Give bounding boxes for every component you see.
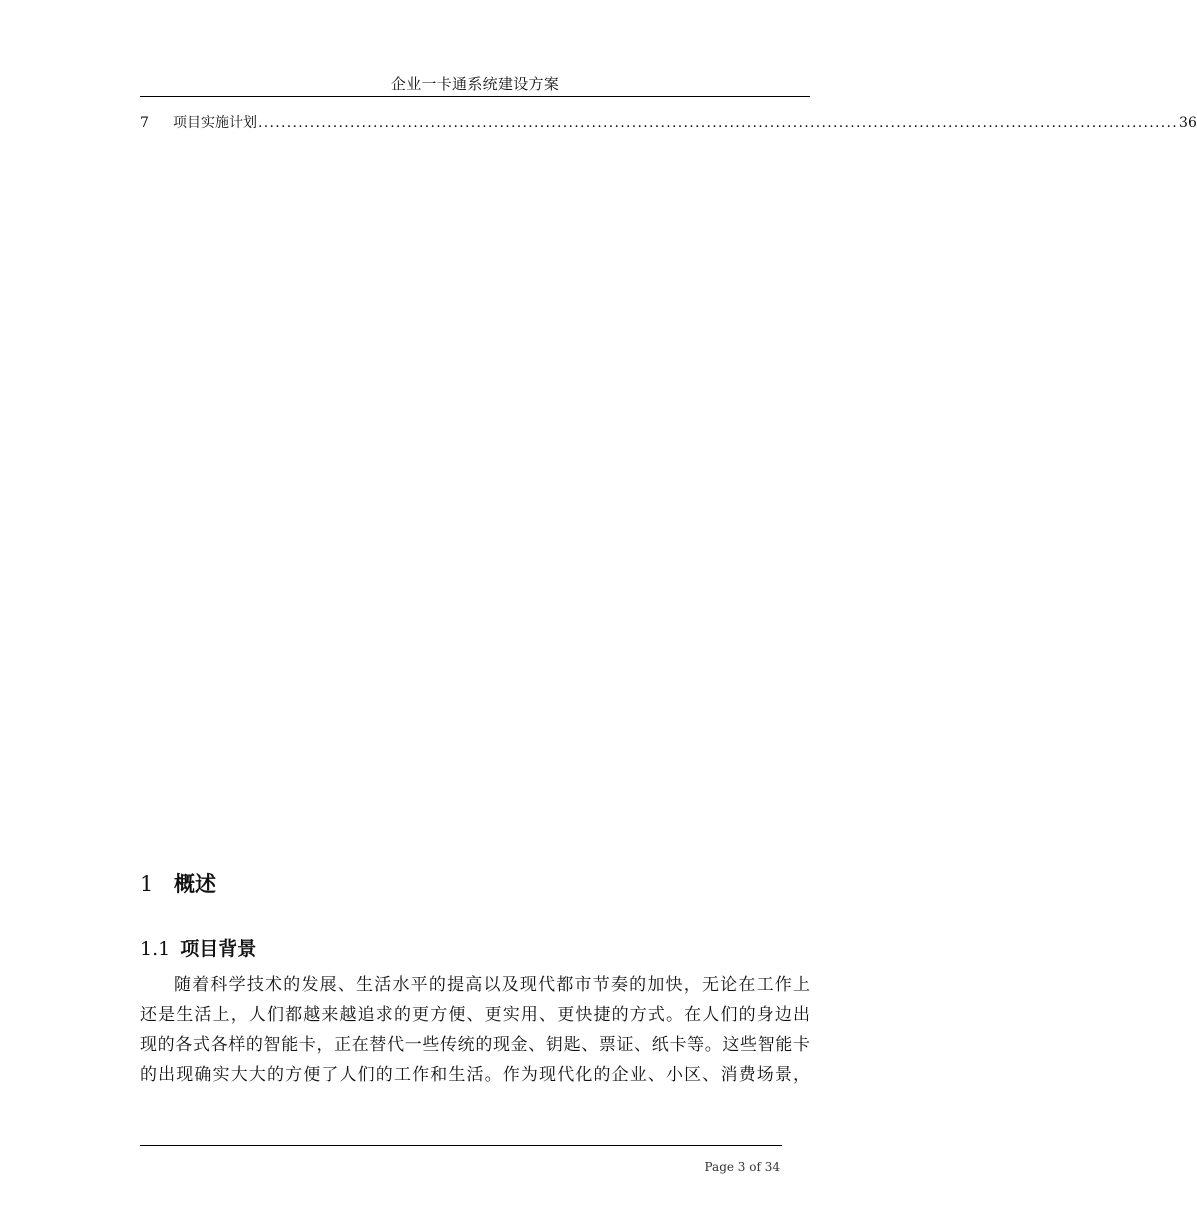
toc-entry-page: 36 [1179,115,1197,131]
section-number: 1 [140,872,154,896]
paragraph-line: 的出现确实大大的方便了人们的工作和生活。作为现代化的企业、小区、消费场景， [140,1065,810,1085]
table-of-contents [140,114,1197,134]
toc-entry[interactable] [140,114,1197,132]
section-heading [140,870,216,898]
page-header [140,72,810,97]
subsection-heading [140,936,256,962]
toc-entry-number: 7 [140,115,149,131]
toc-entry-title: 项目实施计划 [173,115,257,131]
header-title: 企业一卡通系统建设方案 [390,75,560,93]
subsection-title: 项目背景 [180,938,257,960]
body-paragraph [140,970,810,1090]
footer-rule [140,1145,782,1146]
section-title: 概述 [174,872,216,896]
paragraph-line: 还是生活上，人们都越来越追求的更方便、更实用、更快捷的方式。在人们的身边出 [140,1005,810,1025]
toc-dot-leader: ................................................................................................................................................................ [258,115,1179,131]
paragraph-line: 随着科学技术的发展、生活水平的提高以及现代都市节奏的加快，无论在工作上 [174,975,810,995]
page-number: Page 3 of 34 [704,1160,780,1174]
subsection-number: 1.1 [140,938,171,960]
paragraph-line: 现的各式各样的智能卡，正在替代一些传统的现金、钥匙、票证、纸卡等。这些智能卡 [140,1035,810,1055]
